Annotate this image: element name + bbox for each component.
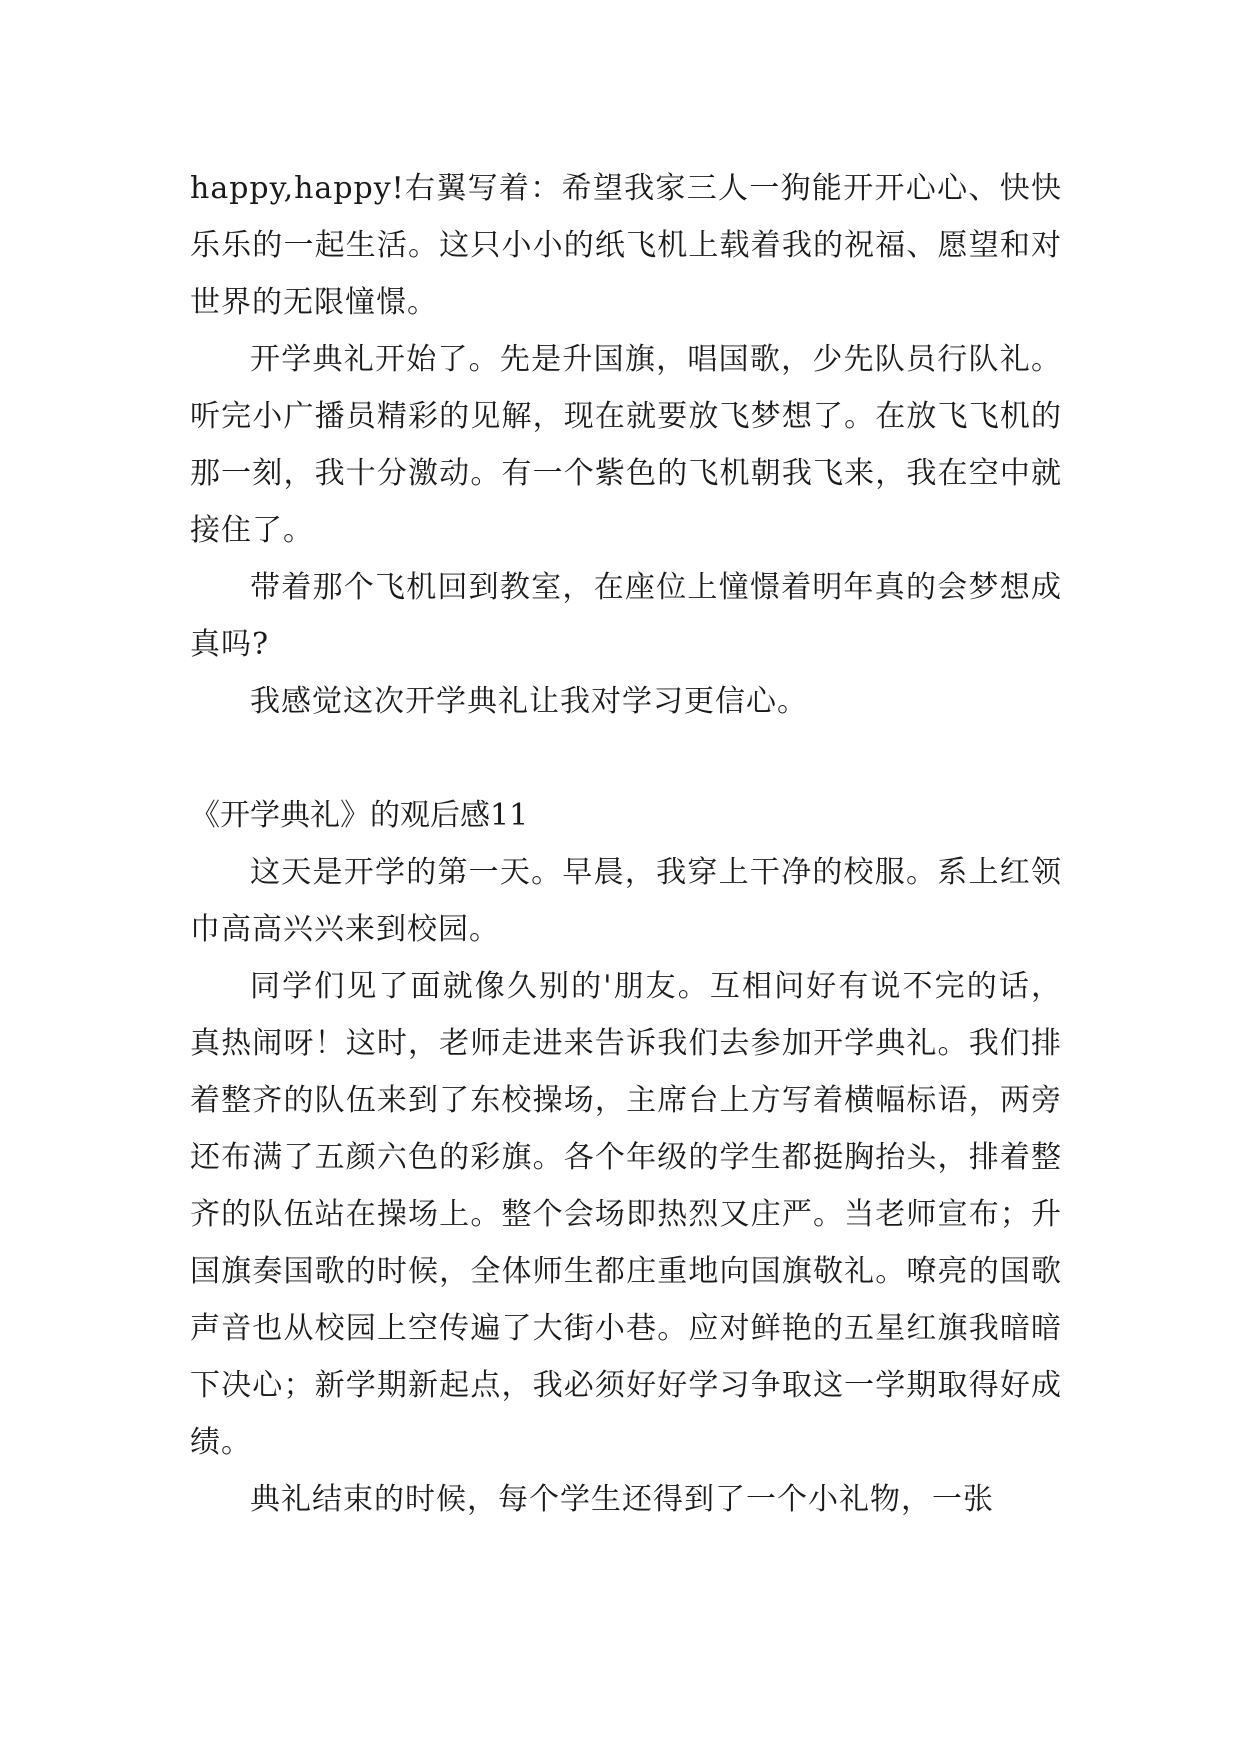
- paragraph-7: 典礼结束的时候，每个学生还得到了一个小礼物，一张: [250, 1482, 994, 1517]
- paragraph-4: 我感觉这次开学典礼让我对学习更信心。: [250, 684, 808, 719]
- paragraph-2: 开学典礼开始了。先是升国旗，唱国歌，少先队员行队礼。听完小广播员精彩的见解，现在就要放飞梦想了。在放飞飞机的那一刻，我十分激动。有一个紫色的飞机朝我飞来，我在空中就接住了。: [190, 342, 1062, 548]
- paragraph-3: 带着那个飞机回到教室，在座位上憧憬着明年真的会梦想成真吗?: [190, 570, 1062, 662]
- paragraph-6: 同学们见了面就像久别的'朋友。互相问好有说不完的话，真热闹呀！这时，老师走进来告诉我们去参加开学典礼。我们排着整齐的队伍来到了东校操场，主席台上方写着横幅标语，两旁还布满了五颜六色的彩旗。各个年级的学生都挺胸抬头，排着整齐的队伍站在操场上。整个会场即热烈又庄严。当老师宣布；升国旗奏国歌的时候，全体师生都庄重地向国旗敬礼。嘹亮的国歌声音也从校园上空传遍了大街小巷。应对鲜艳的五星红旗我暗暗下决心；新学期新起点，我必须好好学习争取这一学期取得好成绩。: [190, 969, 1062, 1460]
- section-title: 《开学典礼》的观后感11: [190, 798, 529, 833]
- paragraph-1: happy,happy!右翼写着：希望我家三人一狗能开开心心、快快乐乐的一起生活。这只小小的纸飞机上载着我的祝福、愿望和对世界的无限憧憬。: [190, 171, 1062, 320]
- document-page: [190, 160, 1062, 1528]
- paragraph-5: 这天是开学的第一天。早晨，我穿上干净的校服。系上红领巾高高兴兴来到校园。: [190, 855, 1062, 947]
